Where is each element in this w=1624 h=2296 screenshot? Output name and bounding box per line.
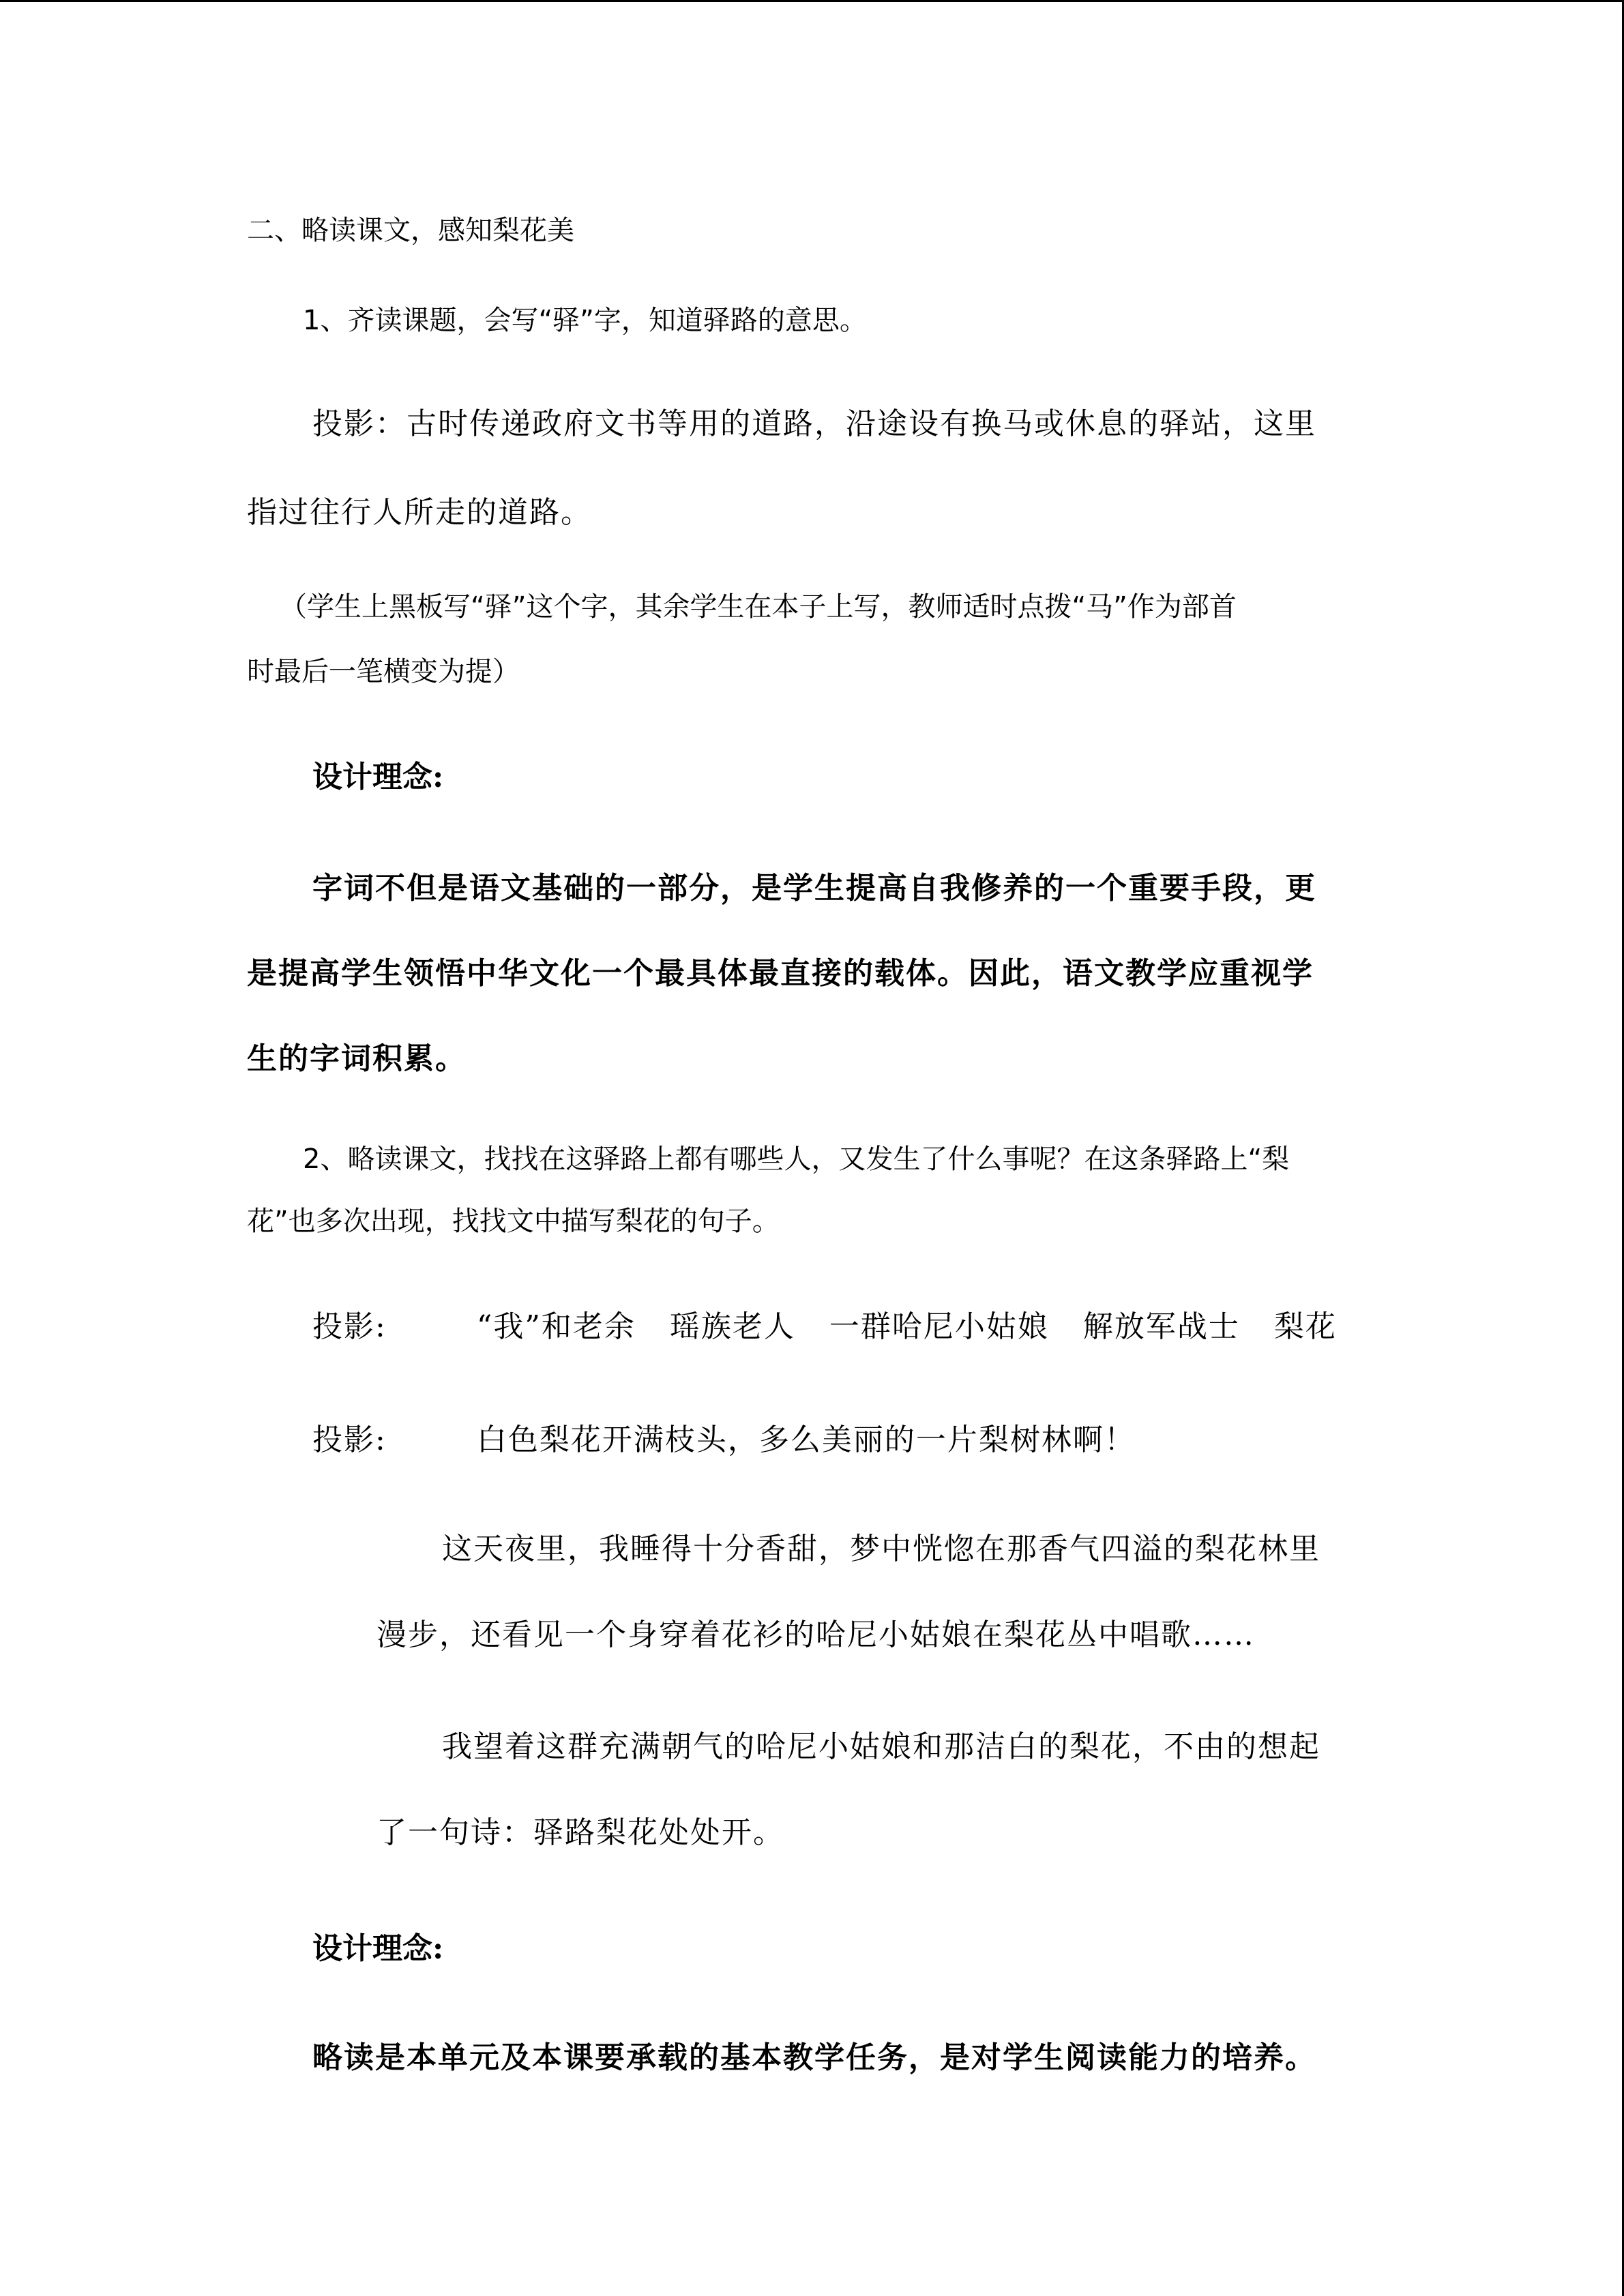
note-line-2: 时最后一笔横变为提） [247, 656, 520, 687]
quote-2-line-2: 了一句诗：驿路梨花处处开。 [377, 1815, 784, 1850]
projection-2-row [312, 1308, 1337, 1346]
section-heading: 二、略读课文，感知梨花美 [247, 215, 574, 246]
design-concept-2-text: 略读是本单元及本课要承载的基本教学任务，是对学生阅读能力的培养。 [312, 2040, 1316, 2075]
step-2-line-2: 花”也多次出现，找找文中描写梨花的句子。 [247, 1206, 780, 1237]
design-concept-1-line-3: 生的字词积累。 [247, 1041, 467, 1076]
quote-1-line-1: 这天夜里，我睡得十分香甜，梦中恍惚在那香气四溢的梨花林里 [442, 1532, 1320, 1566]
projection-2-label: 投影: [312, 1309, 387, 1344]
projection-3-label: 投影: [312, 1422, 387, 1457]
page-top-border [0, 0, 1624, 2]
projection-3-text: 白色梨花开满枝头，多么美丽的一片梨树林啊！ [476, 1422, 1136, 1457]
projection-1-line-2: 指过往行人所走的道路。 [247, 495, 592, 530]
quote-1-line-2: 漫步，还看见一个身穿着花衫的哈尼小姑娘在梨花丛中唱歌…… [377, 1617, 1255, 1652]
quote-2-line-1: 我望着这群充满朝气的哈尼小姑娘和那洁白的梨花，不由的想起 [442, 1729, 1320, 1764]
projection-2-item: “我”和老余 [476, 1309, 636, 1344]
design-concept-label-2: 设计理念: [312, 1931, 444, 1966]
note-line-1: （学生上黑板写“驿”这个字，其余学生在本子上写，教师适时点拨“马”作为部首 [280, 591, 1237, 623]
step-1-text: 1、齐读课题，会写“驿”字，知道驿路的意思。 [303, 305, 867, 336]
projection-2-item: 一群哈尼小姑娘 [829, 1309, 1049, 1344]
step-2-line-1: 2、略读课文，找找在这驿路上都有哪些人，又发生了什么事呢？在这条驿路上“梨 [303, 1144, 1290, 1175]
projection-2-item: 解放军战士 [1082, 1309, 1240, 1344]
projection-2-item: 梨花 [1273, 1309, 1337, 1344]
projection-2-item: 瑶族老人 [669, 1309, 795, 1344]
projection-3-row [312, 1421, 1136, 1459]
design-concept-1-line-2: 是提高学生领悟中华文化一个最具体最直接的载体。因此，语文教学应重视学 [247, 956, 1314, 991]
projection-1-line-1: 投影：古时传递政府文书等用的道路，沿途设有换马或休息的驿站，这里 [312, 406, 1316, 441]
design-concept-1-line-1: 字词不但是语文基础的一部分，是学生提高自我修养的一个重要手段，更 [312, 871, 1316, 906]
design-concept-label-1: 设计理念: [312, 760, 444, 794]
